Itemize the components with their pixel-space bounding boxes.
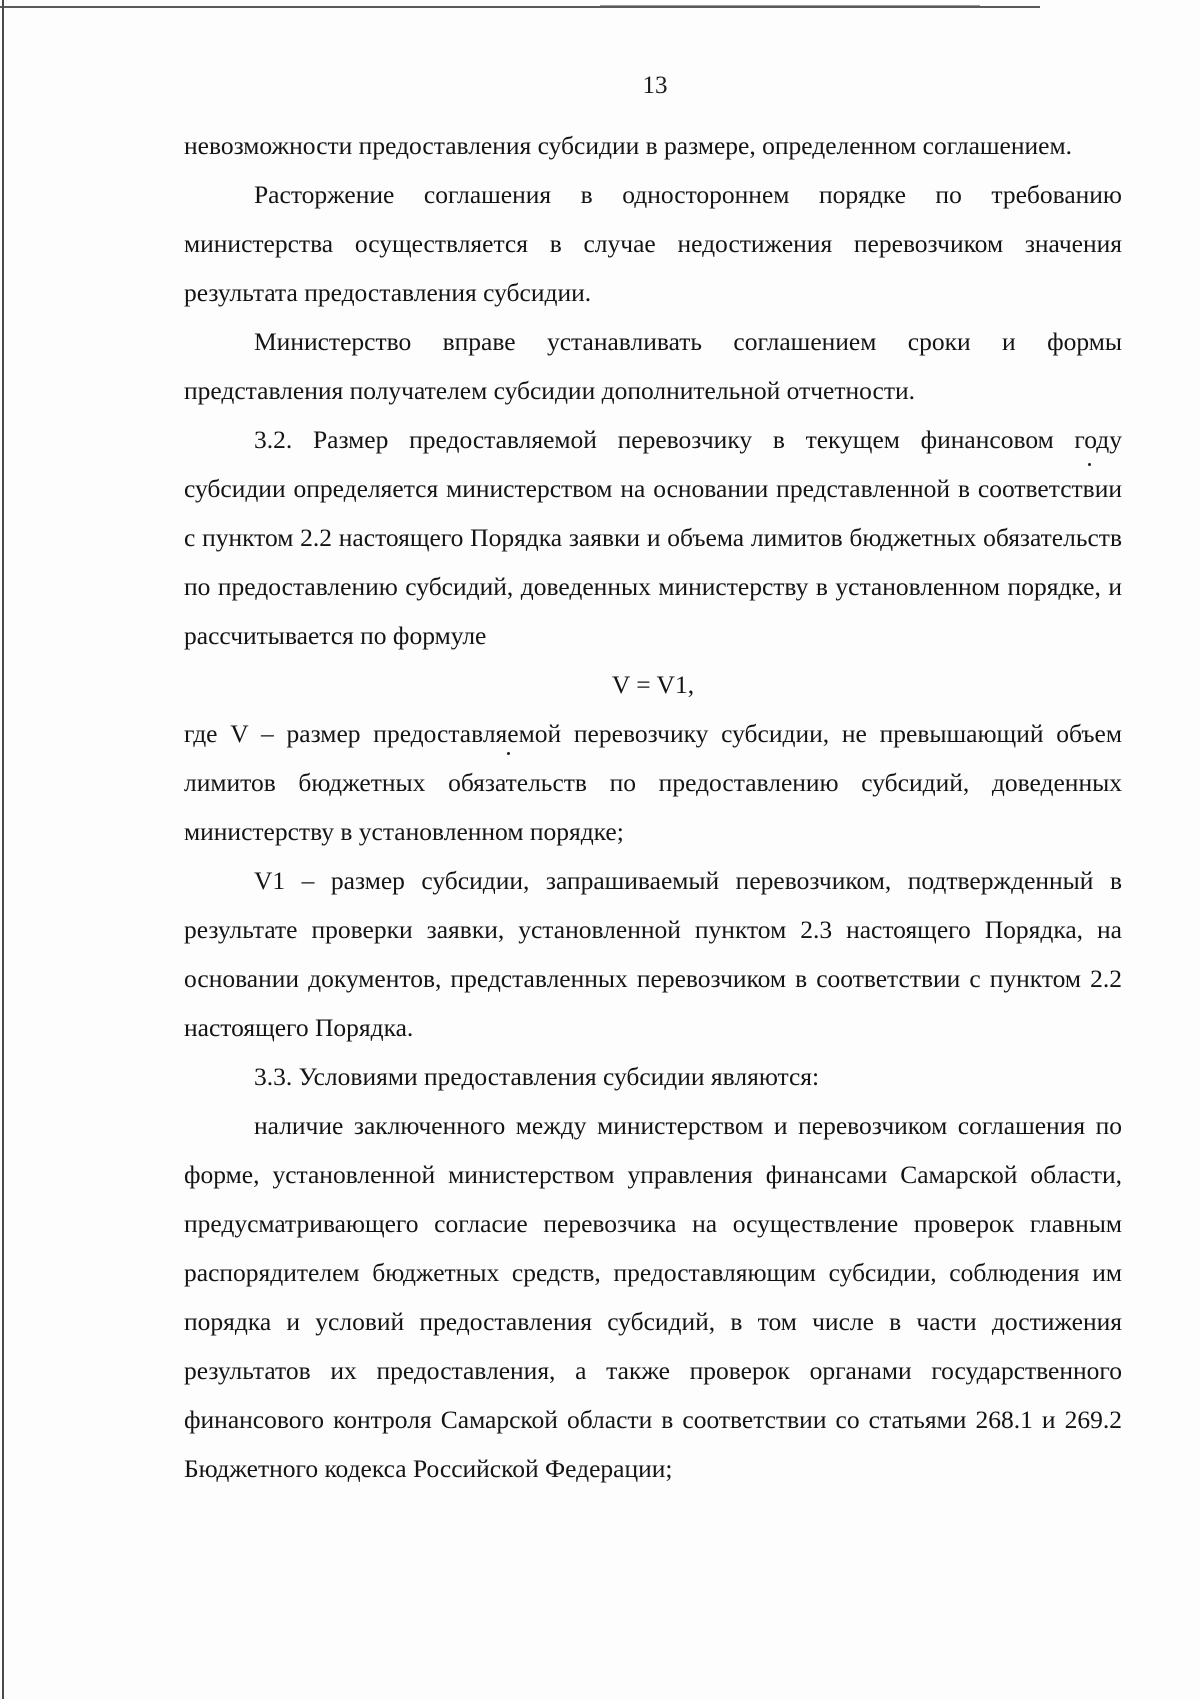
paragraph-3-2: 3.2. Размер предоставляемой перевозчику в текущем финансовом году субсидии определяется министерством на основании представленной в соответствии с пунктом 2.2 настоящего Порядка заявки и объема лимитов бюджетных обязательств по предоставлению субсидий, доведенных министерству в установленном порядке, и рассчитывается по формуле (184, 425, 1122, 650)
paragraph-continuation: невозможности предоставления субсидии в размере, определенном соглашением. (184, 131, 1072, 160)
scan-border-left (2, 0, 4, 1699)
paragraph-condition-agreement: наличие заключенного между министерством и перевозчиком соглашения по форме, установленной министерством управления финансами Самарской области, предусматривающего согласие перевозчика на осуществление проверок главным распорядителем бюджетных средств, предоставляющим субсидии, соблюдения им порядка и условий предоставления субсидий, в том числе в части достижения результатов их предоставления, а также проверок органами государственного финансового контроля Самарской области в соответствии со статьями 268.1 и 269.2 Бюджетного кодекса Российской Федерации; (184, 1111, 1122, 1483)
formula: V = V1, (611, 670, 695, 699)
paragraph-formula-v: где V – размер предоставляемой перевозчику субсидии, не превышающий объем лимитов бюджетных обязательств по предоставлению субсидий, доведенных министерству в установленном порядке; (184, 719, 1122, 846)
paragraph-formula-v1: V1 – размер субсидии, запрашиваемый перевозчиком, подтвержденный в результате проверки заявки, установленной пунктом 2.3 настоящего Порядка, на основании документов, представленных перевозчиком в соответствии с пунктом 2.2 настоящего Порядка. (184, 866, 1122, 1042)
scan-border-top-faint (600, 5, 980, 6)
scan-border-top (0, 6, 1040, 8)
document-body (184, 121, 1122, 1493)
paragraph-3-3: 3.3. Условиями предоставления субсидии являются: (254, 1062, 820, 1091)
page-number: 13 (642, 72, 668, 99)
paragraph-reporting: Министерство вправе устанавливать соглашением сроки и формы представления получателем субсидии дополнительной отчетности. (184, 327, 1122, 405)
paragraph-termination: Расторжение соглашения в одностороннем порядке по требованию министерства осуществляется в случае недостижения перевозчиком значения результата предоставления субсидии. (184, 180, 1122, 307)
